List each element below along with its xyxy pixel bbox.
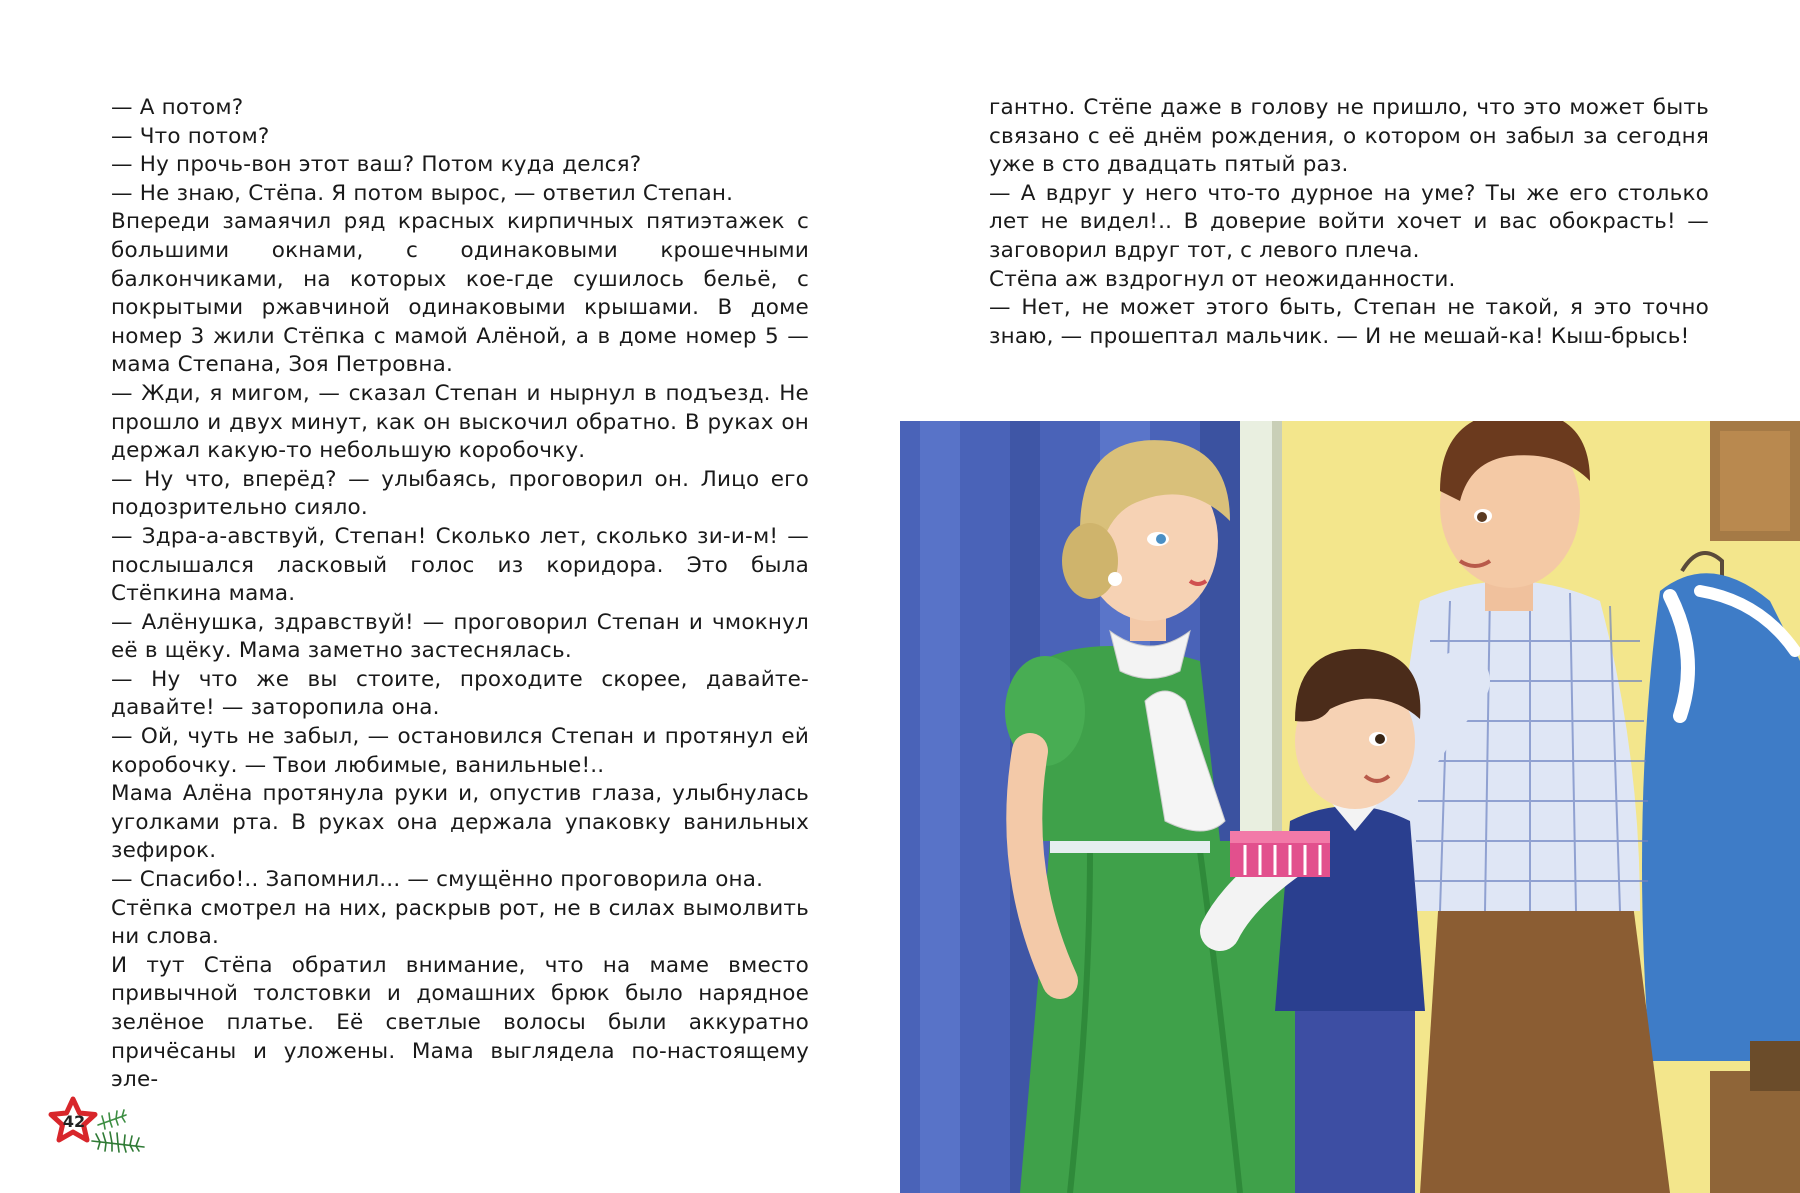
paragraph: Стёпка смотрел на них, раскрыв рот, не в силах вымолвить ни слова. xyxy=(111,895,809,950)
paragraph: Мама Алёна протянула руки и, опустив глаза, улыбнулась уголками рта. В руках она держала упаковку ванильных зефирок. xyxy=(111,781,809,864)
right-page xyxy=(900,0,1800,1193)
paragraph: Стёпа аж вздрогнул от неожиданности. xyxy=(989,266,1456,292)
paragraph: — Алёнушка, здравствуй! — проговорил Степан и чмокнул её в щёку. Мама заметно застеснялась. xyxy=(111,609,809,664)
paragraph: — Ну прочь-вон этот ваш? Потом куда делся? xyxy=(111,152,642,178)
paragraph: — Не знаю, Стёпа. Я потом вырос, — ответил Степан. xyxy=(111,180,734,206)
paragraph: — Здра-а-авствуй, Степан! Сколько лет, сколько зи-и-м! — послышался ласковый голос из коридора. Это была Стёпкина мама. xyxy=(111,523,809,607)
paragraph: — Ну что же вы стоите, проходите скорее, давайте-давайте! — заторопила она. xyxy=(111,666,809,721)
paragraph: гантно. Стёпе даже в голову не пришло, что это может быть связано с её днём рождения, о котором он забыл за сегодня уже в сто двадцать пятый раз. xyxy=(989,95,1709,178)
paragraph: — Что потом? xyxy=(111,123,270,149)
right-page-text xyxy=(989,94,1709,351)
paragraph: — Ну что, вперёд? — улыбаясь, проговорил он. Лицо его подозрительно сияло. xyxy=(111,466,809,521)
blue-coat xyxy=(1642,573,1800,1061)
page-number: 42 xyxy=(62,1112,86,1131)
paragraph: Впереди замаячил ряд красных кирпичных пятиэтажек с большими окнами, с одинаковыми крошечными балкончиками, на которых кое-где сушилось бельё, с покрытыми ржавчиной одинаковыми крышами. В доме номер 3 жили Стёпка с мамой Алёной, а в доме номер 5 — мама Степана, Зоя Петровна. xyxy=(111,209,809,378)
paragraph: — Нет, не может этого быть, Степан не такой, я это точно знаю, — прошептал мальчик. — И не мешай-ка! Кыш-брысь! xyxy=(989,295,1709,349)
page-number-badge xyxy=(40,1095,150,1155)
paragraph: — Жди, я мигом, — сказал Степан и нырнул в подъезд. Не прошло и двух минут, как он выскочил обратно. В руках он держал какую-то небольшую коробочку. xyxy=(111,380,809,464)
paragraph: — Ой, чуть не забыл, — остановился Степан и протянул ей коробочку. — Твои любимые, ванильные!.. xyxy=(111,724,809,778)
paragraph: И тут Стёпа обратил внимание, что на маме вместо привычной толстовки и домашних брюк было нарядное зелёное платье. Её светлые волосы были аккуратно причёсаны и уложены. Мама выглядела по-настоящему эле- xyxy=(111,952,809,1093)
gift-box xyxy=(1230,831,1330,877)
paragraph: — А потом? xyxy=(111,95,244,120)
paragraph: — Спасибо!.. Запомнил... — смущённо проговорила она. xyxy=(111,867,764,893)
paragraph: — А вдруг у него что-то дурное на уме? Ты же его столько лет не видел!.. В доверие войти хочет и вас обокрасть! — заговорил вдруг тот, с левого плеча. xyxy=(989,180,1709,263)
left-page-text xyxy=(111,94,809,1095)
family-illustration xyxy=(900,421,1800,1193)
illustration-scene xyxy=(900,421,1800,1193)
